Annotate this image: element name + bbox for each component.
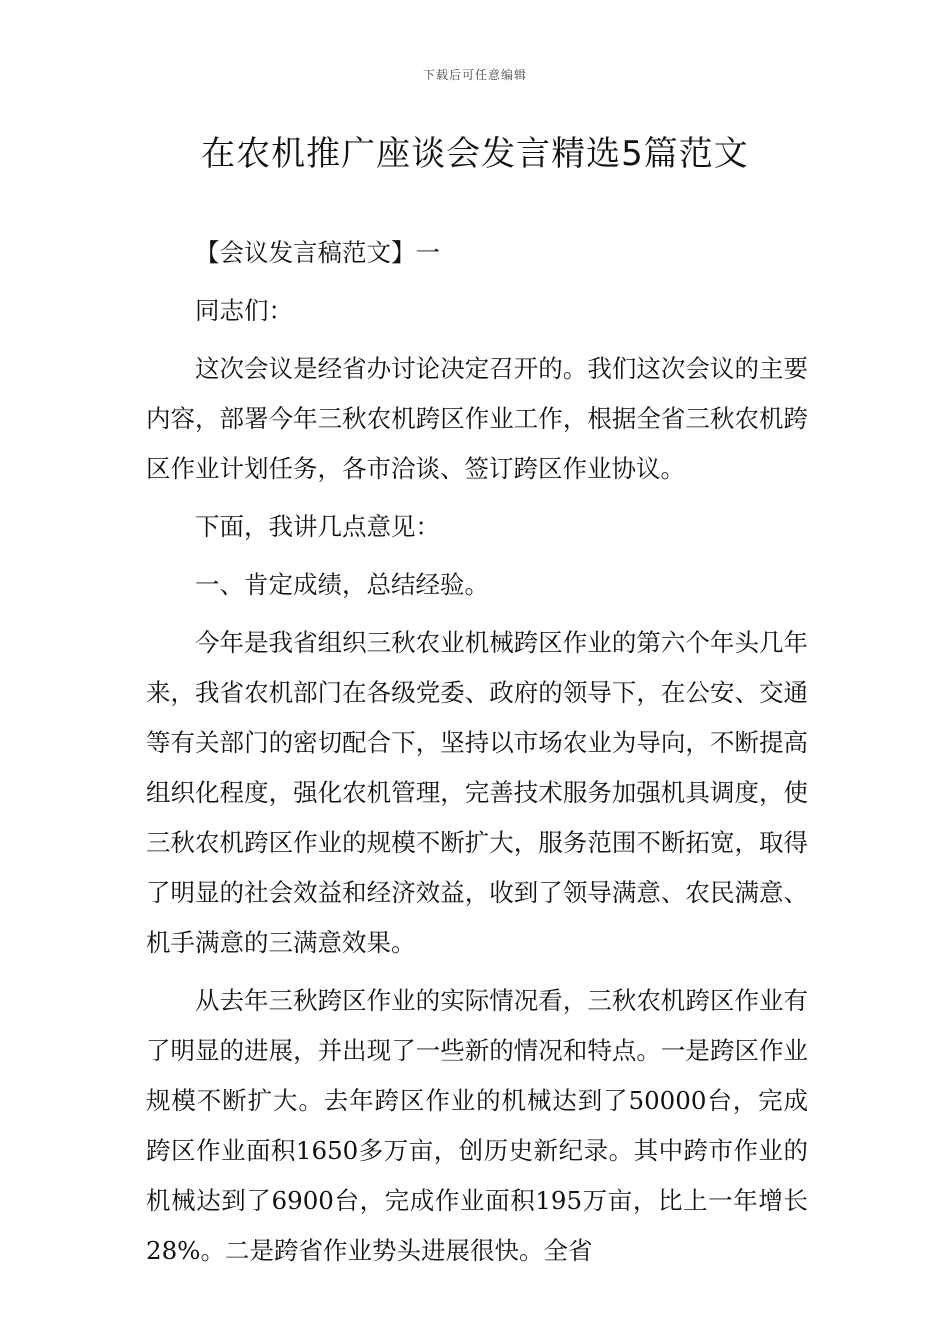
header-note: 下载后可任意编辑 (422, 68, 527, 82)
document-title: 在农机推广座谈会发言精选5篇范文 (201, 134, 749, 174)
document-body (146, 228, 808, 1276)
paragraph: 这次会议是经省办讨论决定召开的。我们这次会议的主要内容，部署今年三秋农机跨区作业工作，根据全省三秋农机跨区作业计划任务，各市洽谈、签订跨区作业协议。 (146, 354, 808, 483)
subheading: 一、肯定成绩，总结经验。 (195, 570, 489, 599)
paragraph: 下面，我讲几点意见： (195, 512, 440, 541)
salutation: 同志们： (195, 296, 293, 325)
paragraph: 从去年三秋跨区作业的实际情况看，三秋农机跨区作业有了明显的进展，并出现了一些新的情况和特点。一是跨区作业规模不断扩大。去年跨区作业的机械达到了50000台，完成跨区作业面积1650多万亩，创历史新纪录。其中跨市作业的机械达到了6900台，完成作业面积195万亩，比上一年增长28%。二是跨省作业势头进展很快。全省 (146, 986, 808, 1265)
paragraph: 今年是我省组织三秋农业机械跨区作业的第六个年头几年来，我省农机部门在各级党委、政府的领导下，在公安、交通等有关部门的密切配合下，坚持以市场农业为导向，不断提高组织化程度，强化农机管理，完善技术服务加强机具调度，使三秋农机跨区作业的规模不断扩大，服务范围不断拓宽，取得了明显的社会效益和经济效益，收到了领导满意、农民满意、机手满意的三满意效果。 (146, 628, 808, 957)
section-heading: 【会议发言稿范文】一 (195, 238, 440, 267)
